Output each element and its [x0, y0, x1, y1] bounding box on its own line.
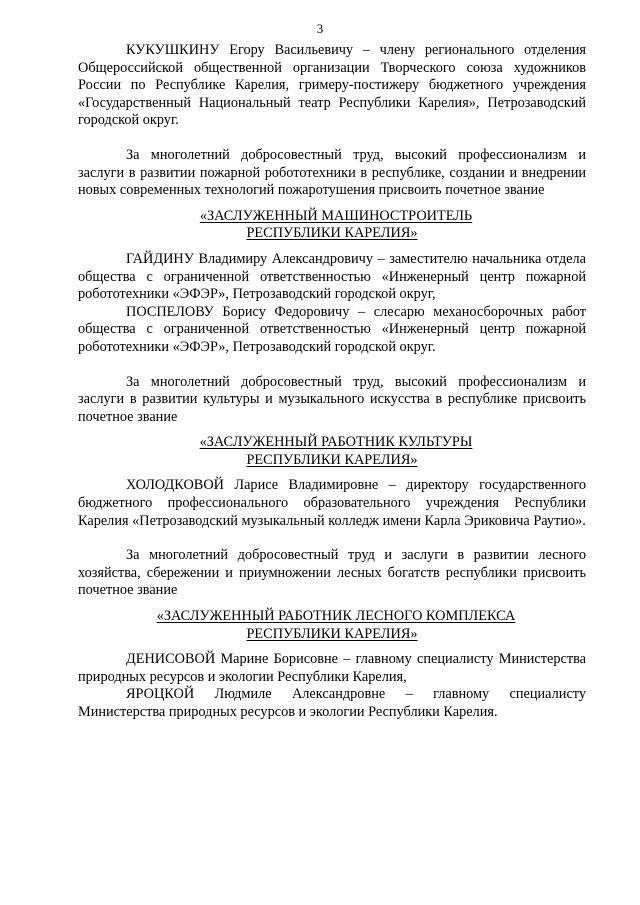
page-number: 3 [316, 21, 324, 36]
award-paragraph-kholodkova: ХОЛОДКОВОЙ Ларисе Владимировне – директору государственного бюджетного профессионального образовательного учреждения Республики Карелия «Петрозаводский музыкальный колледж имени Карла Эриковича Раутио». [78, 477, 586, 529]
title-honored-forestry-worker [78, 608, 586, 643]
title-line-1: «ЗАСЛУЖЕННЫЙ РАБОТНИК КУЛЬТУРЫ [199, 434, 473, 451]
title-line-2: РЕСПУБЛИКИ КАРЕЛИЯ» [246, 451, 418, 468]
award-paragraph-kukushkin: КУКУШКИНУ Егору Васильевичу – члену регионального отделения Общероссийской общественной организации Творческого союза художников России по Республике Карелия, гримеру-постижеру бюджетного учреждения «Государственный Национальный театр Республики Карелия», Петрозаводский городской округ. [78, 42, 586, 129]
title-line-2: РЕСПУБЛИКИ КАРЕЛИЯ» [246, 225, 418, 242]
intro-paragraph-fire-robotics: За многолетний добросовестный труд, высокий профессионализм и заслуги в развитии пожарной робототехники в республике, создании и внедрении новых современных технологий пожаротушения присвоить почетное звание [78, 146, 586, 199]
title-honored-machine-builder [78, 208, 586, 243]
title-honored-culture-worker [78, 434, 586, 469]
title-line-1: «ЗАСЛУЖЕННЫЙ РАБОТНИК ЛЕСНОГО КОМПЛЕКСА [156, 608, 516, 625]
document-body [78, 42, 586, 722]
intro-paragraph-culture: За многолетний добросовестный труд, высокий профессионализм и заслуги в развитии культуры и музыкального искусства в республике присвоить почетное звание [78, 373, 586, 425]
award-paragraph-gaidin: ГАЙДИНУ Владимиру Александровичу – заместителю начальника отдела общества с ограниченной ответственностью «Инженерный центр пожарной робототехники «ЭФЭР», Петрозаводский городской округ, [78, 250, 586, 303]
award-paragraph-yarotskaya: ЯРОЦКОЙ Людмиле Александровне – главному специалисту Министерства природных ресурсов и экологии Республики Карелия. [78, 686, 586, 720]
award-paragraph-denisova: ДЕНИСОВОЙ Марине Борисовне – главному специалисту Министерства природных ресурсов и экологии Республики Карелия, [78, 651, 586, 685]
intro-paragraph-forestry: За многолетний добросовестный труд и заслуги в развитии лесного хозяйства, сбережении и приумножении лесных богатств республики присвоить почетное звание [78, 547, 586, 599]
title-line-2: РЕСПУБЛИКИ КАРЕЛИЯ» [246, 625, 418, 642]
award-paragraph-pospelov: ПОСПЕЛОВУ Борису Федоровичу – слесарю механосборочных работ общества с ограниченной ответственностью «Инженерный центр пожарной робототехники «ЭФЭР», Петрозаводский городской округ. [78, 303, 586, 355]
title-line-1: «ЗАСЛУЖЕННЫЙ МАШИНОСТРОИТЕЛЬ [199, 207, 473, 224]
